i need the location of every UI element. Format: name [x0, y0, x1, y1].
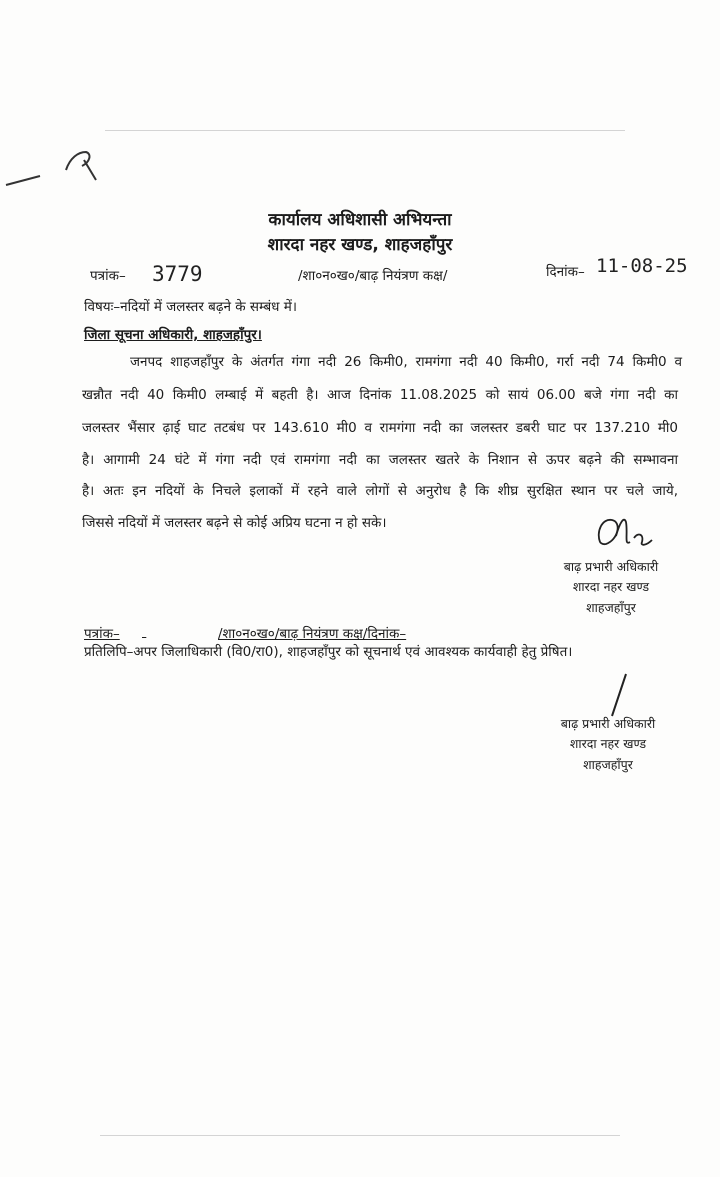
body-line-5: है। अतः इन नदियों के निचले इलाकों में रहने वाले लोगों से अनुरोध है कि शीघ्र सुरक्षित स्थान पर चले जाये,: [82, 483, 678, 499]
body-line-6: जिससे नदियों में जलस्तर बढ़ने से कोई अप्रिय घटना न हो सके।: [82, 515, 387, 531]
signature1-office: शारदा नहर खण्ड: [572, 579, 650, 594]
body-line-2: खन्नौत नदी 40 किमी0 लम्बाई में बहती है। आज दिनांक 11.08.2025 को सायं 06.00 बजे गंगा नदी का: [82, 387, 678, 403]
body-line-1: जनपद शाहजहाँपुर के अंतर्गत गंगा नदी 26 किमी0, रामगंगा नदी 40 किमी0, गर्रा नदी 74 किमी0 व: [130, 354, 682, 370]
bottom-scan-line: [100, 1135, 620, 1136]
date-label: दिनांक–: [546, 264, 585, 280]
copy-patrank-blank: [142, 624, 222, 640]
department-ref: /शा०न०ख०/बाढ़ नियंत्रण कक्ष/: [298, 268, 448, 284]
signature2-designation: बाढ़ प्रभारी अधिकारी: [560, 716, 656, 731]
top-scan-line: [105, 130, 625, 131]
copy-patrank-label: पत्रांक–: [84, 626, 120, 642]
body-line-3: जलस्तर भैंसार ढ़ाई घाट तटबंध पर 143.610 मी0 व रामगंगा नदी का जलस्तर डबरी घाट पर 137.210 मी0: [82, 420, 678, 436]
copy-to-line: प्रतिलिपि–अपर जिलाधिकारी (वि0/रा0), शाहजहाँपुर को सूचनार्थ एवं आवश्यक कार्यवाही हेतु प्रेषित।: [84, 644, 573, 660]
subject-line: विषयः–नदियों में जलस्तर बढ़ने के सम्बंध में।: [84, 299, 297, 315]
handwritten-signature-2: [598, 670, 638, 720]
margin-scribble-mark: [0, 140, 110, 190]
patrank-number: 3779: [152, 262, 203, 286]
handwritten-signature-1: [590, 512, 670, 554]
copy-department-ref: /शा०न०ख०/बाढ़ नियंत्रण कक्ष/दिनांक–: [218, 626, 407, 642]
patrank-label: पत्रांक–: [90, 268, 126, 284]
signature1-location: शाहजहाँपुर: [586, 600, 636, 615]
signature2-location: शाहजहाँपुर: [583, 757, 633, 772]
signature1-designation: बाढ़ प्रभारी अधिकारी: [563, 559, 659, 574]
date-value: 11-08-25: [596, 255, 688, 277]
body-line-4: है। आगामी 24 घंटे में गंगा नदी एवं रामगंगा नदी का जलस्तर खतरे के निशान से ऊपर बढ़ने की सम्भावना: [82, 452, 678, 468]
office-title: कार्यालय अधिशासी अभियन्ता: [268, 210, 452, 230]
addressee-line: जिला सूचना अधिकारी, शाहजहाँपुर।: [84, 327, 262, 343]
office-subtitle: शारदा नहर खण्ड, शाहजहाँपुर: [267, 235, 453, 255]
signature2-office: शारदा नहर खण्ड: [569, 736, 647, 751]
